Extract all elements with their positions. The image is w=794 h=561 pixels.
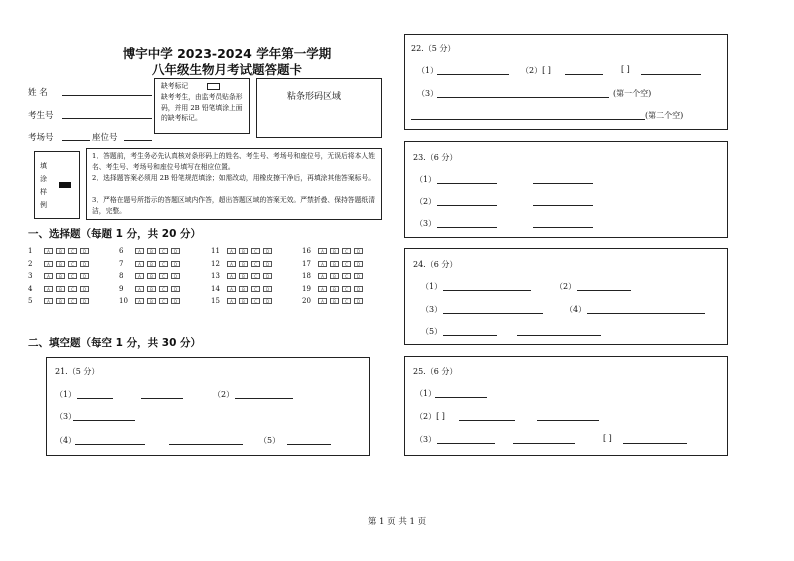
seat-label: 座位号 [92,133,118,143]
q21-blank5-label: （5） [259,436,281,445]
q21-blank3-label: （3） [55,412,77,421]
q21-blank1a[interactable] [77,398,113,399]
mc-row-20 [302,296,366,306]
q25-blank3c-label: [ ] [603,434,612,443]
mc-number: 15 [211,297,220,305]
mc-option-17-a[interactable]: A [318,261,327,267]
mc-number: 5 [28,297,33,305]
mc-option-2-c[interactable]: C [68,261,77,267]
mc-row-1 [28,246,92,256]
mc-row-6 [119,246,183,256]
q24-blank1[interactable] [443,290,531,291]
q22-blank3-label: （3） [417,89,439,98]
section1-title: 一、选择题（每题 1 分，共 20 分） [28,228,202,240]
mc-option-15-a[interactable]: A [227,298,236,304]
mc-option-12-d[interactable]: D [263,261,272,267]
mc-option-10-a[interactable]: A [135,298,144,304]
mc-number: 19 [302,284,311,293]
q22-first-note: (第一个空) [613,89,652,98]
mc-option-10-b[interactable]: B [147,298,156,304]
q21-title: 21.（5 分） [55,367,100,376]
mc-option-16-b[interactable]: B [330,248,339,254]
mc-number: 4 [28,284,33,293]
mc-option-7-b[interactable]: B [147,261,156,267]
mc-option-6-b[interactable]: B [147,248,156,254]
mc-row-16 [302,246,366,256]
mc-row-14 [211,284,275,294]
name-label: 姓 名 [28,88,48,98]
q25-blank2a[interactable] [459,420,515,421]
q24-box [404,248,728,345]
q24-blank5-label: （5） [421,327,443,336]
mc-option-20-b[interactable]: B [330,298,339,304]
q23-blank3-label: （3） [415,219,437,228]
mc-row-5 [28,296,92,306]
mc-option-4-c[interactable]: C [68,286,77,292]
mc-option-8-c[interactable]: C [159,273,168,279]
q22-blank2b-label: [ ] [621,65,630,74]
q21-blank4-label: （4） [55,436,77,445]
mc-option-20-d[interactable]: D [354,298,363,304]
mc-row-8 [119,271,183,281]
page-number: 第 1 页 共 1 页 [367,517,427,527]
mc-option-1-c[interactable]: C [68,248,77,254]
mc-option-4-b[interactable]: B [56,286,65,292]
page-title: 博宇中学 2023-2024 学年第一学期 [122,46,332,61]
q23-title: 23.（6 分） [413,153,458,162]
q23-blank1a[interactable] [437,183,497,184]
q22-blank3b[interactable] [411,119,645,120]
mc-option-2-b[interactable]: B [56,261,65,267]
mc-row-11 [211,246,275,256]
q24-blank2-label: （2） [555,282,577,291]
mc-option-14-b[interactable]: B [239,286,248,292]
mc-option-11-c[interactable]: C [251,248,260,254]
mc-option-19-a[interactable]: A [318,286,327,292]
mc-row-2 [28,259,92,269]
q22-blank2-label: （2）[ ] [521,66,551,75]
q25-blank1-label: （1） [415,389,437,398]
q23-box [404,141,728,238]
mc-option-10-d[interactable]: D [171,298,180,304]
q22-title: 22.（5 分） [411,44,456,53]
mc-option-8-b[interactable]: B [147,273,156,279]
absent-box [154,78,250,134]
mc-option-19-d[interactable]: D [354,286,363,292]
mc-option-6-a[interactable]: A [135,248,144,254]
q24-blank5a[interactable] [443,335,497,336]
mc-option-11-a[interactable]: A [227,248,236,254]
mc-option-3-a[interactable]: A [44,273,53,279]
mc-option-1-d[interactable]: D [80,248,89,254]
mc-row-4 [28,284,92,294]
mc-option-5-c[interactable]: C [68,298,77,304]
q24-blank2[interactable] [577,290,631,291]
q23-blank1-label: （1） [415,175,437,184]
q23-blank2b[interactable] [533,205,593,206]
mc-row-3 [28,271,92,281]
mc-option-1-b[interactable]: B [56,248,65,254]
q25-blank2-label: （2）[ ] [415,412,445,421]
q22-blank1-label: （1） [417,66,439,75]
mc-number: 3 [28,272,33,280]
mc-option-14-d[interactable]: D [263,286,272,292]
q25-blank3c[interactable] [623,443,687,444]
instruction-2: 2．选择题答案必须用 2B 铅笔规范填涂；如需改动，用橡皮擦干净后，再填涂其他答案标号。 [92,174,376,182]
mc-option-18-b[interactable]: B [330,273,339,279]
mc-option-5-a[interactable]: A [44,298,53,304]
mc-option-7-c[interactable]: C [159,261,168,267]
room-label: 考场号 [28,133,54,143]
mc-option-17-d[interactable]: D [354,261,363,267]
mc-option-3-b[interactable]: B [56,273,65,279]
mc-number: 9 [119,284,124,293]
mc-option-13-b[interactable]: B [239,273,248,279]
instructions-box [86,148,382,220]
mc-number: 7 [119,259,124,268]
q24-blank4[interactable] [587,313,705,314]
mc-option-9-d[interactable]: D [171,286,180,292]
mc-number: 6 [119,247,124,255]
q24-blank5b[interactable] [517,335,601,336]
q23-blank3a[interactable] [437,227,497,228]
mc-option-12-b[interactable]: B [239,261,248,267]
mc-option-9-a[interactable]: A [135,286,144,292]
q22-blank2[interactable] [565,74,603,75]
q25-title: 25.（6 分） [413,367,458,376]
mc-option-19-b[interactable]: B [330,286,339,292]
q24-blank3[interactable] [443,313,543,314]
mc-option-13-a[interactable]: A [227,273,236,279]
mc-option-20-c[interactable]: C [342,298,351,304]
q25-blank3-label: （3） [415,435,437,444]
q22-second-note: (第二个空) [645,111,684,120]
instruction-1: 1．答题前，考生务必先认真核对条形码上的姓名、考生号、考场号和座位号，无误后将本人姓名、考生号、考场号和座位号填写在相应位置。 [92,152,375,171]
section2-title: 二、填空题（每空 1 分，共 30 分） [28,337,202,349]
q25-blank1[interactable] [435,397,487,398]
q24-blank4-label: （4） [565,305,587,314]
q24-title: 24.（6 分） [413,260,458,269]
absent-mark-box[interactable] [207,83,220,90]
mc-option-1-a[interactable]: A [44,248,53,254]
mc-option-15-b[interactable]: B [239,298,248,304]
mc-row-13 [211,271,275,281]
mc-number: 10 [119,297,128,305]
mc-option-15-d[interactable]: D [263,298,272,304]
mc-option-11-d[interactable]: D [263,248,272,254]
mc-option-16-a[interactable]: A [318,248,327,254]
absent-text: 缺考考生，由监考员贴条形码，并用 2B 铅笔填涂上面的缺考标记。 [161,93,243,122]
mc-row-9 [119,284,183,294]
mc-option-12-c[interactable]: C [251,261,260,267]
mc-option-8-a[interactable]: A [135,273,144,279]
mc-option-13-d[interactable]: D [263,273,272,279]
mc-option-5-b[interactable]: B [56,298,65,304]
q21-blank3[interactable] [73,420,135,421]
mc-option-11-b[interactable]: B [239,248,248,254]
mc-option-14-c[interactable]: C [251,286,260,292]
mc-option-20-a[interactable]: A [318,298,327,304]
name-field[interactable] [62,95,152,96]
mc-row-10 [119,296,183,306]
instruction-3: 3．严格在题号所指示的答题区域内作答，超出答题区域的答案无效。严禁折叠、保持答题纸清洁，完整。 [92,196,375,215]
mc-option-4-d[interactable]: D [80,286,89,292]
mc-option-6-c[interactable]: C [159,248,168,254]
mc-option-16-c[interactable]: C [342,248,351,254]
mc-option-18-a[interactable]: A [318,273,327,279]
mc-number: 17 [302,259,311,268]
q23-blank2-label: （2） [415,197,437,206]
mc-number: 8 [119,272,124,280]
absent-label: 缺考标记 [161,82,189,90]
mc-option-8-d[interactable]: D [171,273,180,279]
q24-blank3-label: （3） [421,305,443,314]
mc-option-7-a[interactable]: A [135,261,144,267]
mc-option-2-d[interactable]: D [80,261,89,267]
fill-sample-box [34,151,80,219]
mc-option-3-d[interactable]: D [80,273,89,279]
mc-option-10-c[interactable]: C [159,298,168,304]
exam-id-label: 考生号 [28,111,54,121]
mc-number: 16 [302,247,311,255]
mc-number: 20 [302,297,311,305]
mc-number: 13 [211,272,220,280]
mc-option-3-c[interactable]: C [68,273,77,279]
q25-box [404,356,728,456]
q22-blank2b[interactable] [641,74,701,75]
mc-number: 18 [302,272,311,280]
seat-field[interactable] [124,140,152,141]
mc-row-15 [211,296,275,306]
q23-blank1b[interactable] [533,183,593,184]
mc-option-6-d[interactable]: D [171,248,180,254]
mc-option-18-c[interactable]: C [342,273,351,279]
q21-box [46,357,370,456]
mc-number: 14 [211,284,220,293]
mc-option-17-c[interactable]: C [342,261,351,267]
barcode-label: 粘条形码区域 [287,92,342,102]
q25-blank2b[interactable] [537,420,599,421]
q23-blank3b[interactable] [533,227,593,228]
mc-option-9-b[interactable]: B [147,286,156,292]
mc-option-9-c[interactable]: C [159,286,168,292]
mc-row-18 [302,271,366,281]
mc-number: 2 [28,259,33,268]
q22-box [404,34,728,130]
mc-row-12 [211,259,275,269]
mc-row-17 [302,259,366,269]
q25-blank3b[interactable] [513,443,575,444]
q21-blank2-label: （2） [213,390,235,399]
fill-sample-label: 填涂样例 [40,162,47,209]
q22-blank1[interactable] [437,74,509,75]
mc-option-4-a[interactable]: A [44,286,53,292]
mc-row-7 [119,259,183,269]
filled-mark [59,182,71,188]
mc-option-2-a[interactable]: A [44,261,53,267]
q24-blank1-label: （1） [421,282,443,291]
page-subtitle: 八年级生物月考试题答题卡 [151,62,302,77]
mc-option-19-c[interactable]: C [342,286,351,292]
mc-row-19 [302,284,366,294]
q21-blank4b[interactable] [169,444,243,445]
mc-option-15-c[interactable]: C [251,298,260,304]
mc-number: 12 [211,259,220,268]
q22-blank3a[interactable] [437,97,609,98]
mc-option-5-d[interactable]: D [80,298,89,304]
q21-blank5[interactable] [287,444,331,445]
q21-blank1-label: （1） [55,390,77,399]
mc-option-18-d[interactable]: D [354,273,363,279]
mc-number: 11 [211,247,220,255]
mc-option-7-d[interactable]: D [171,261,180,267]
mc-option-12-a[interactable]: A [227,261,236,267]
room-field[interactable] [62,140,90,141]
mc-option-16-d[interactable]: D [354,248,363,254]
mc-number: 1 [28,247,33,255]
q21-blank2[interactable] [235,398,293,399]
exam-id-field[interactable] [62,118,152,119]
q23-blank2a[interactable] [437,205,497,206]
q25-blank3a[interactable] [437,443,495,444]
mc-option-13-c[interactable]: C [251,273,260,279]
q21-blank4a[interactable] [75,444,145,445]
q21-blank1b[interactable] [141,398,183,399]
barcode-area [256,78,382,138]
mc-option-17-b[interactable]: B [330,261,339,267]
mc-option-14-a[interactable]: A [227,286,236,292]
